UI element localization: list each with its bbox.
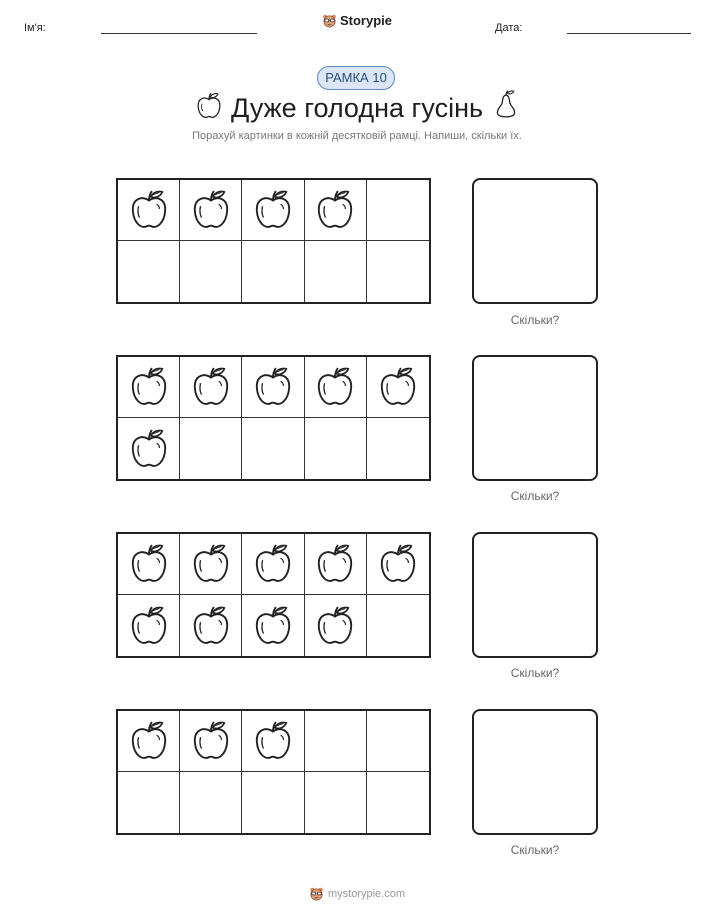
how-many-label: Скільки? [510, 489, 560, 503]
frame-cell [180, 357, 242, 418]
apple-icon [192, 366, 230, 408]
apple-icon [192, 543, 230, 585]
frame-cell [242, 595, 304, 656]
apple-icon [130, 543, 168, 585]
frame-cell [118, 595, 180, 656]
frame-cell [180, 180, 242, 241]
storypie-mascot-icon [309, 886, 324, 901]
name-line[interactable] [101, 33, 257, 34]
frame-cell [305, 595, 367, 656]
frame-cell [367, 357, 429, 418]
frame-cell [242, 534, 304, 595]
pear-icon [494, 90, 518, 120]
storypie-mascot-icon [322, 13, 337, 28]
apple-icon [192, 605, 230, 647]
how-many-label: Скільки? [510, 313, 560, 327]
footer-site[interactable]: mystorypie.com [327, 887, 406, 900]
apple-icon [379, 366, 417, 408]
how-many-label: Скільки? [510, 666, 560, 680]
instructions: Порахуй картинки в кожній десятковій рамці. Напиши, скільки їх. [192, 130, 522, 142]
brand-logo [0, 13, 714, 33]
frame-cell [180, 772, 242, 833]
frame-cell [242, 357, 304, 418]
ten-frame [116, 532, 431, 658]
frame-cell [367, 711, 429, 772]
apple-icon [316, 605, 354, 647]
frame-cell [118, 241, 180, 302]
date-line[interactable] [567, 33, 691, 34]
page-title: Дуже голодна гусінь [230, 93, 484, 123]
frame-cell [118, 180, 180, 241]
footer [0, 886, 714, 906]
ten-frame [116, 355, 431, 481]
apple-icon [254, 189, 292, 231]
frame-cell [367, 772, 429, 833]
frame-cell [305, 534, 367, 595]
apple-icon [130, 605, 168, 647]
frame-cell [367, 241, 429, 302]
frame-cell [118, 711, 180, 772]
apple-icon [316, 543, 354, 585]
answer-box[interactable] [472, 532, 598, 658]
apple-icon [316, 366, 354, 408]
frame-cell [180, 241, 242, 302]
brand-name: Storypie [339, 13, 392, 28]
answer-box[interactable] [472, 709, 598, 835]
ten-frame [116, 178, 431, 304]
frame-cell [305, 241, 367, 302]
frame-cell [305, 418, 367, 479]
apple-icon [254, 543, 292, 585]
frame-cell [305, 180, 367, 241]
answer-box[interactable] [472, 178, 598, 304]
frame-cell [305, 772, 367, 833]
frame-cell [242, 772, 304, 833]
frame-cell [242, 418, 304, 479]
apple-icon [130, 428, 168, 470]
apple-icon [130, 720, 168, 762]
apple-icon [254, 605, 292, 647]
apple-icon [316, 189, 354, 231]
frame-cell [367, 418, 429, 479]
frame-cell [242, 241, 304, 302]
frame-cell [367, 534, 429, 595]
date-label: Дата: [495, 22, 523, 34]
frame-cell [180, 711, 242, 772]
frame-cell [180, 595, 242, 656]
name-label: Ім'я: [24, 22, 46, 34]
apple-icon [130, 189, 168, 231]
frame-cell [118, 357, 180, 418]
answer-box[interactable] [472, 355, 598, 481]
frame-cell [180, 534, 242, 595]
frame-cell [118, 772, 180, 833]
frame-cell [305, 357, 367, 418]
frame-cell [118, 418, 180, 479]
how-many-label: Скільки? [510, 843, 560, 857]
frame-cell [305, 711, 367, 772]
frame-cell [242, 711, 304, 772]
frame-cell [180, 418, 242, 479]
apple-icon [379, 543, 417, 585]
apple-icon [192, 189, 230, 231]
apple-icon [254, 366, 292, 408]
apple-icon [192, 720, 230, 762]
apple-icon [254, 720, 292, 762]
frame-cell [367, 595, 429, 656]
apple-icon [130, 366, 168, 408]
frame-cell [242, 180, 304, 241]
frame-cell [367, 180, 429, 241]
frame-badge: РАМКА 10 [317, 66, 395, 90]
frame-cell [118, 534, 180, 595]
ten-frame [116, 709, 431, 835]
